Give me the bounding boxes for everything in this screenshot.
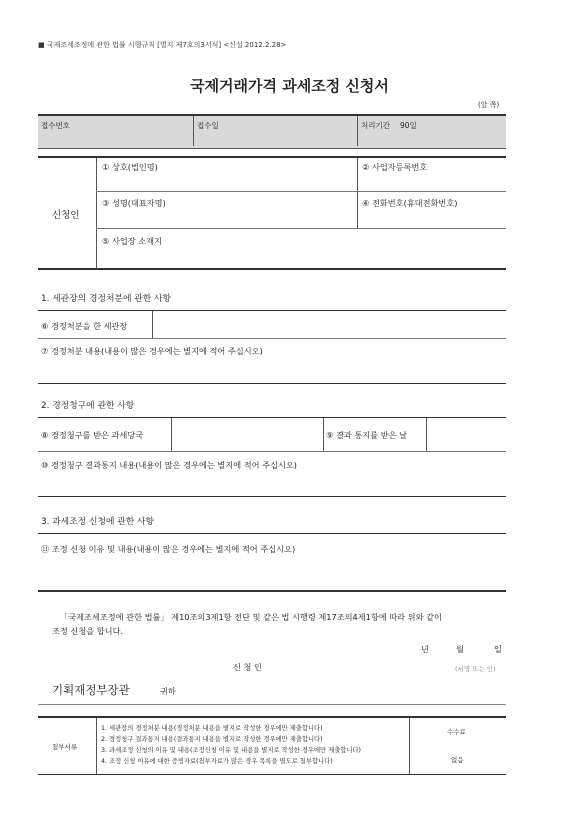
receipt-box [38,114,506,149]
customs-office-field[interactable]: ⑥ 경정처분을 한 세관장 [41,321,128,331]
processing-period-label: 처리기간 [361,121,390,130]
date-month-label: 월 [456,644,464,654]
business-address-field[interactable]: ⑤ 사업장 소재지 [102,236,162,246]
date-day-label: 일 [494,644,502,654]
company-name-field[interactable]: ① 상호(법인명) [102,162,158,172]
attachment-item-2: 2. 경정청구 결과통지 내용(결과통지 내용을 별지로 작성한 경우에만 제출합니다) [101,736,323,743]
correction-content-field[interactable]: ⑦ 경정처분 내용(내용이 많은 경우에는 별지에 적어 주십시오) [41,346,263,356]
applicant-section-label: 신청인 [52,210,80,221]
tax-authority-field[interactable]: ⑧ 경정청구를 받은 과세당국 [41,430,144,440]
receipt-number-label: 접수번호 [41,121,70,130]
adjustment-reason-field[interactable]: ⑪ 조정 신청 이유 및 내용(내용이 많은 경우에는 별지에 적어 주십시오) [41,544,296,554]
recipient-suffix: 귀하 [160,686,176,696]
form-title: 국제거래가격 과세조정 신청서 [190,77,389,95]
date-year-label: 년 [421,644,429,654]
form-reference-note: ■ 국제조세조정에 관한 법률 시행규칙 [별지 제7호의3서식] <신설 2012.2.28> [38,41,287,49]
attachment-item-1: 1. 세관장의 경정처분 내용(경정처분 내용을 별지로 작성한 경우에만 제출합니다) [101,725,323,732]
phone-number-field[interactable]: ④ 전화번호(휴대전화번호) [362,198,458,208]
page-side-label: (앞 쪽) [478,101,500,109]
section-3-heading: 3. 과세조정 신청에 관한 사항 [41,517,155,527]
receipt-date-label: 접수일 [197,121,219,130]
attachment-item-4: 4. 조정 신청 이유에 대한 증빙자료(첨부자료가 많은 경우 목록을 별도로 첨부합니다) [101,758,333,765]
business-registration-field[interactable]: ② 사업자등록번호 [362,162,428,172]
processing-period-value: 90일 [400,121,417,130]
representative-name-field[interactable]: ③ 성명(대표자명) [102,198,166,208]
claim-result-content-field[interactable]: ⑩ 경정청구 결과통지 내용(내용이 많은 경우에는 별지에 적어 주십시오) [41,460,298,470]
recipient-name: 기획재정부장관 [52,683,130,697]
fee-value: 없음 [451,756,464,764]
applicant-signature-label: 신 청 인 [233,662,262,672]
attachments-label: 첨부서류 [52,743,78,751]
fee-label: 수수료 [447,728,466,736]
notice-date-field[interactable]: ⑨ 결과 통지를 받은 날 [326,430,408,440]
statement-line-1: 「국제조세조정에 관한 법률」 제10조의3제1항 전단 및 같은 법 시행령 제17조의4제1항에 따라 위와 같이 [60,612,442,622]
attachment-item-3: 3. 과세조정 신청의 이유 및 내용(조정신청 이유 및 내용을 별지로 작성한 경우에만 제출합니다) [101,747,362,754]
section-1-heading: 1. 세관장의 경정처분에 관한 사항 [41,294,172,304]
statement-line-2: 조정 신청을 합니다. [52,626,124,636]
section-2-heading: 2. 경정청구에 관한 사항 [41,401,135,411]
signature-note: (서명 또는 인) [455,665,496,673]
